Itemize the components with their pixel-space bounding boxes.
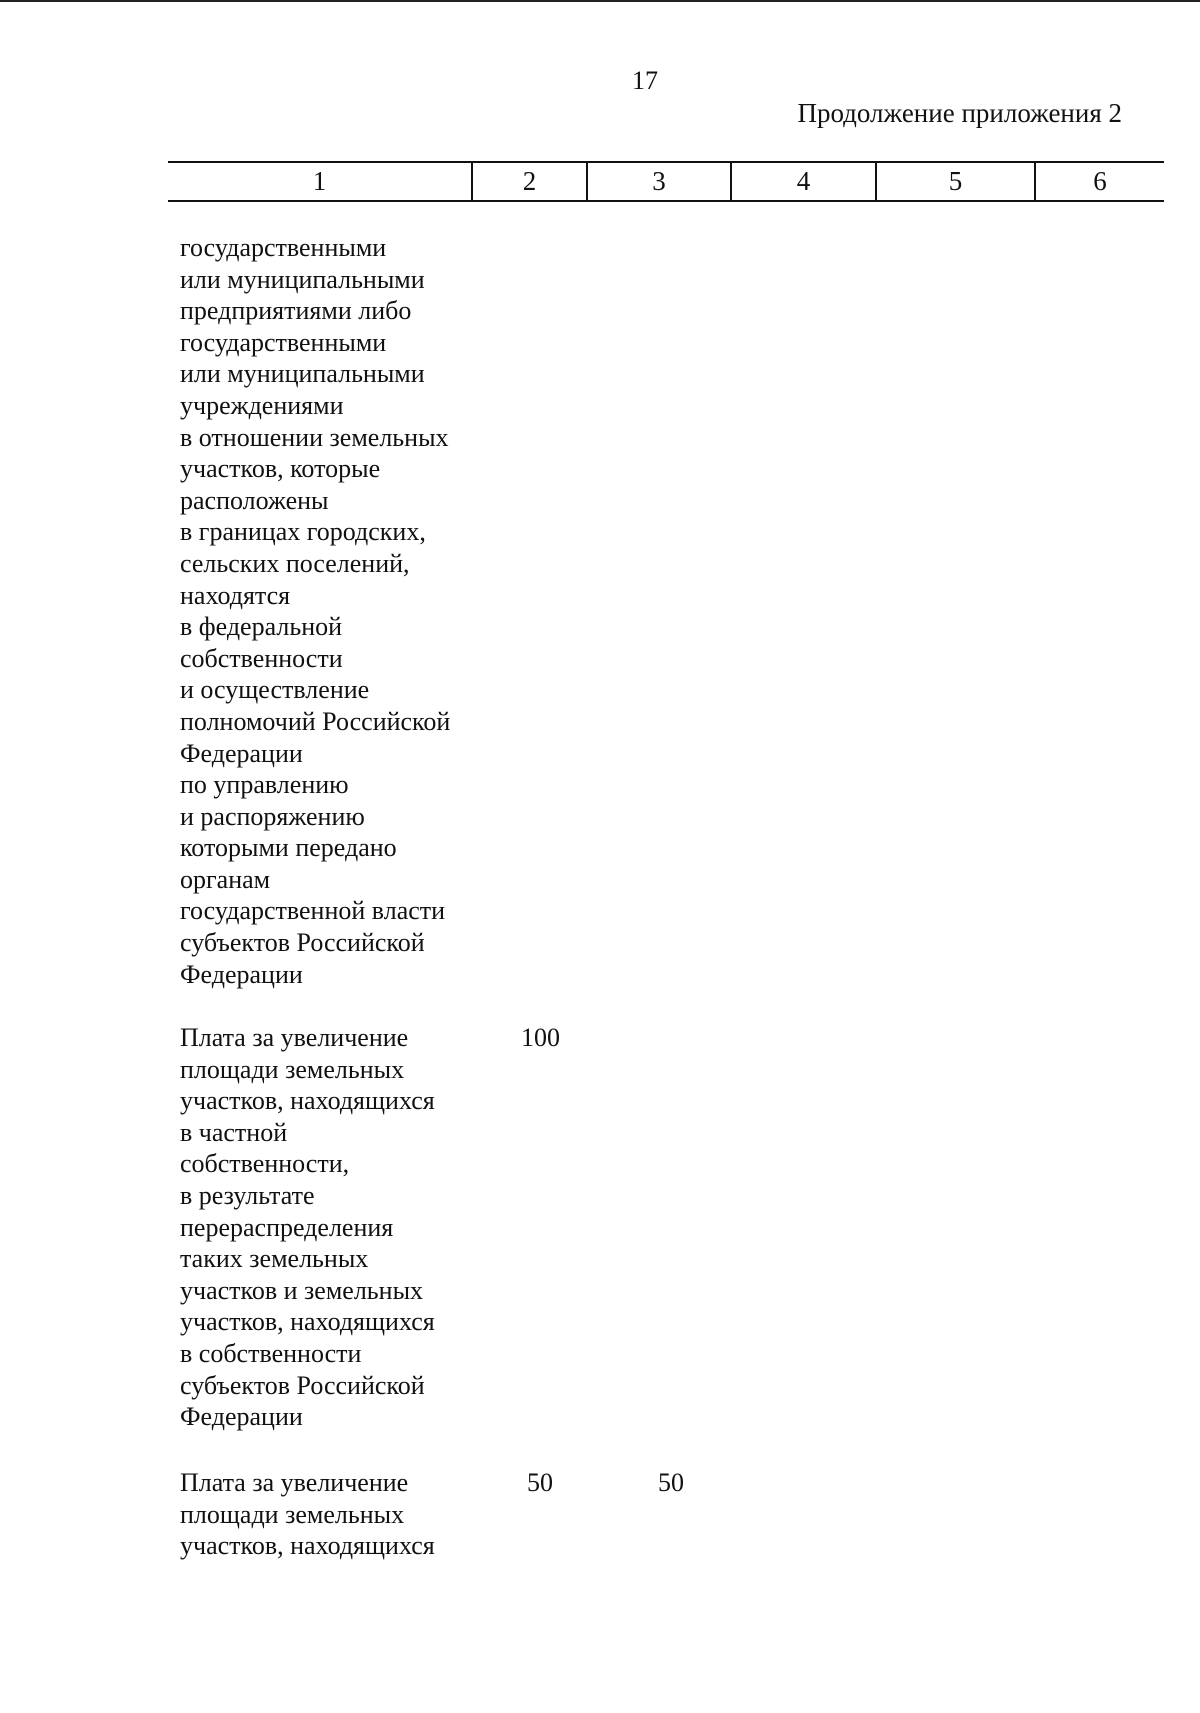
page-top-edge <box>0 0 1200 2</box>
column-number-5: 5 <box>877 163 1036 200</box>
column-number-2: 2 <box>473 163 588 200</box>
column-number-4: 4 <box>732 163 877 200</box>
table-column-numbers <box>168 161 1164 202</box>
page-number: 17 <box>632 66 658 95</box>
table-row <box>180 232 480 990</box>
row-description: государственными или муниципальными предприятиями либо государственными или муниципальными учреждениями в отношении земельных участков, которые расположены в границах городских, сельских поселений, находятся в федеральной собственности и осуществление полномочий Российской Федерации по управлению и распоряжению которыми передано органам государственной власти субъектов Российской Федерации <box>180 233 451 989</box>
column-number-6: 6 <box>1093 166 1107 196</box>
row-value-column-2: 50 <box>527 1468 553 1497</box>
table-row <box>180 1467 480 1562</box>
table-row <box>180 1022 480 1433</box>
row-value-column-2: 100 <box>521 1023 560 1052</box>
row-description: Плата за увеличение площади земельных участков, находящихся <box>180 1468 435 1561</box>
row-value-column-3: 50 <box>658 1468 684 1497</box>
row-description: Плата за увеличение площади земельных участков, находящихся в частной собственности, в результате перераспределения таких земельных участков и земельных участков, находящихся в собственности субъектов Российской Федерации <box>180 1023 435 1432</box>
column-number-1: 1 <box>168 163 473 200</box>
column-number-3: 3 <box>588 163 732 200</box>
appendix-continuation-note: Продолжение приложения 2 <box>797 98 1122 128</box>
